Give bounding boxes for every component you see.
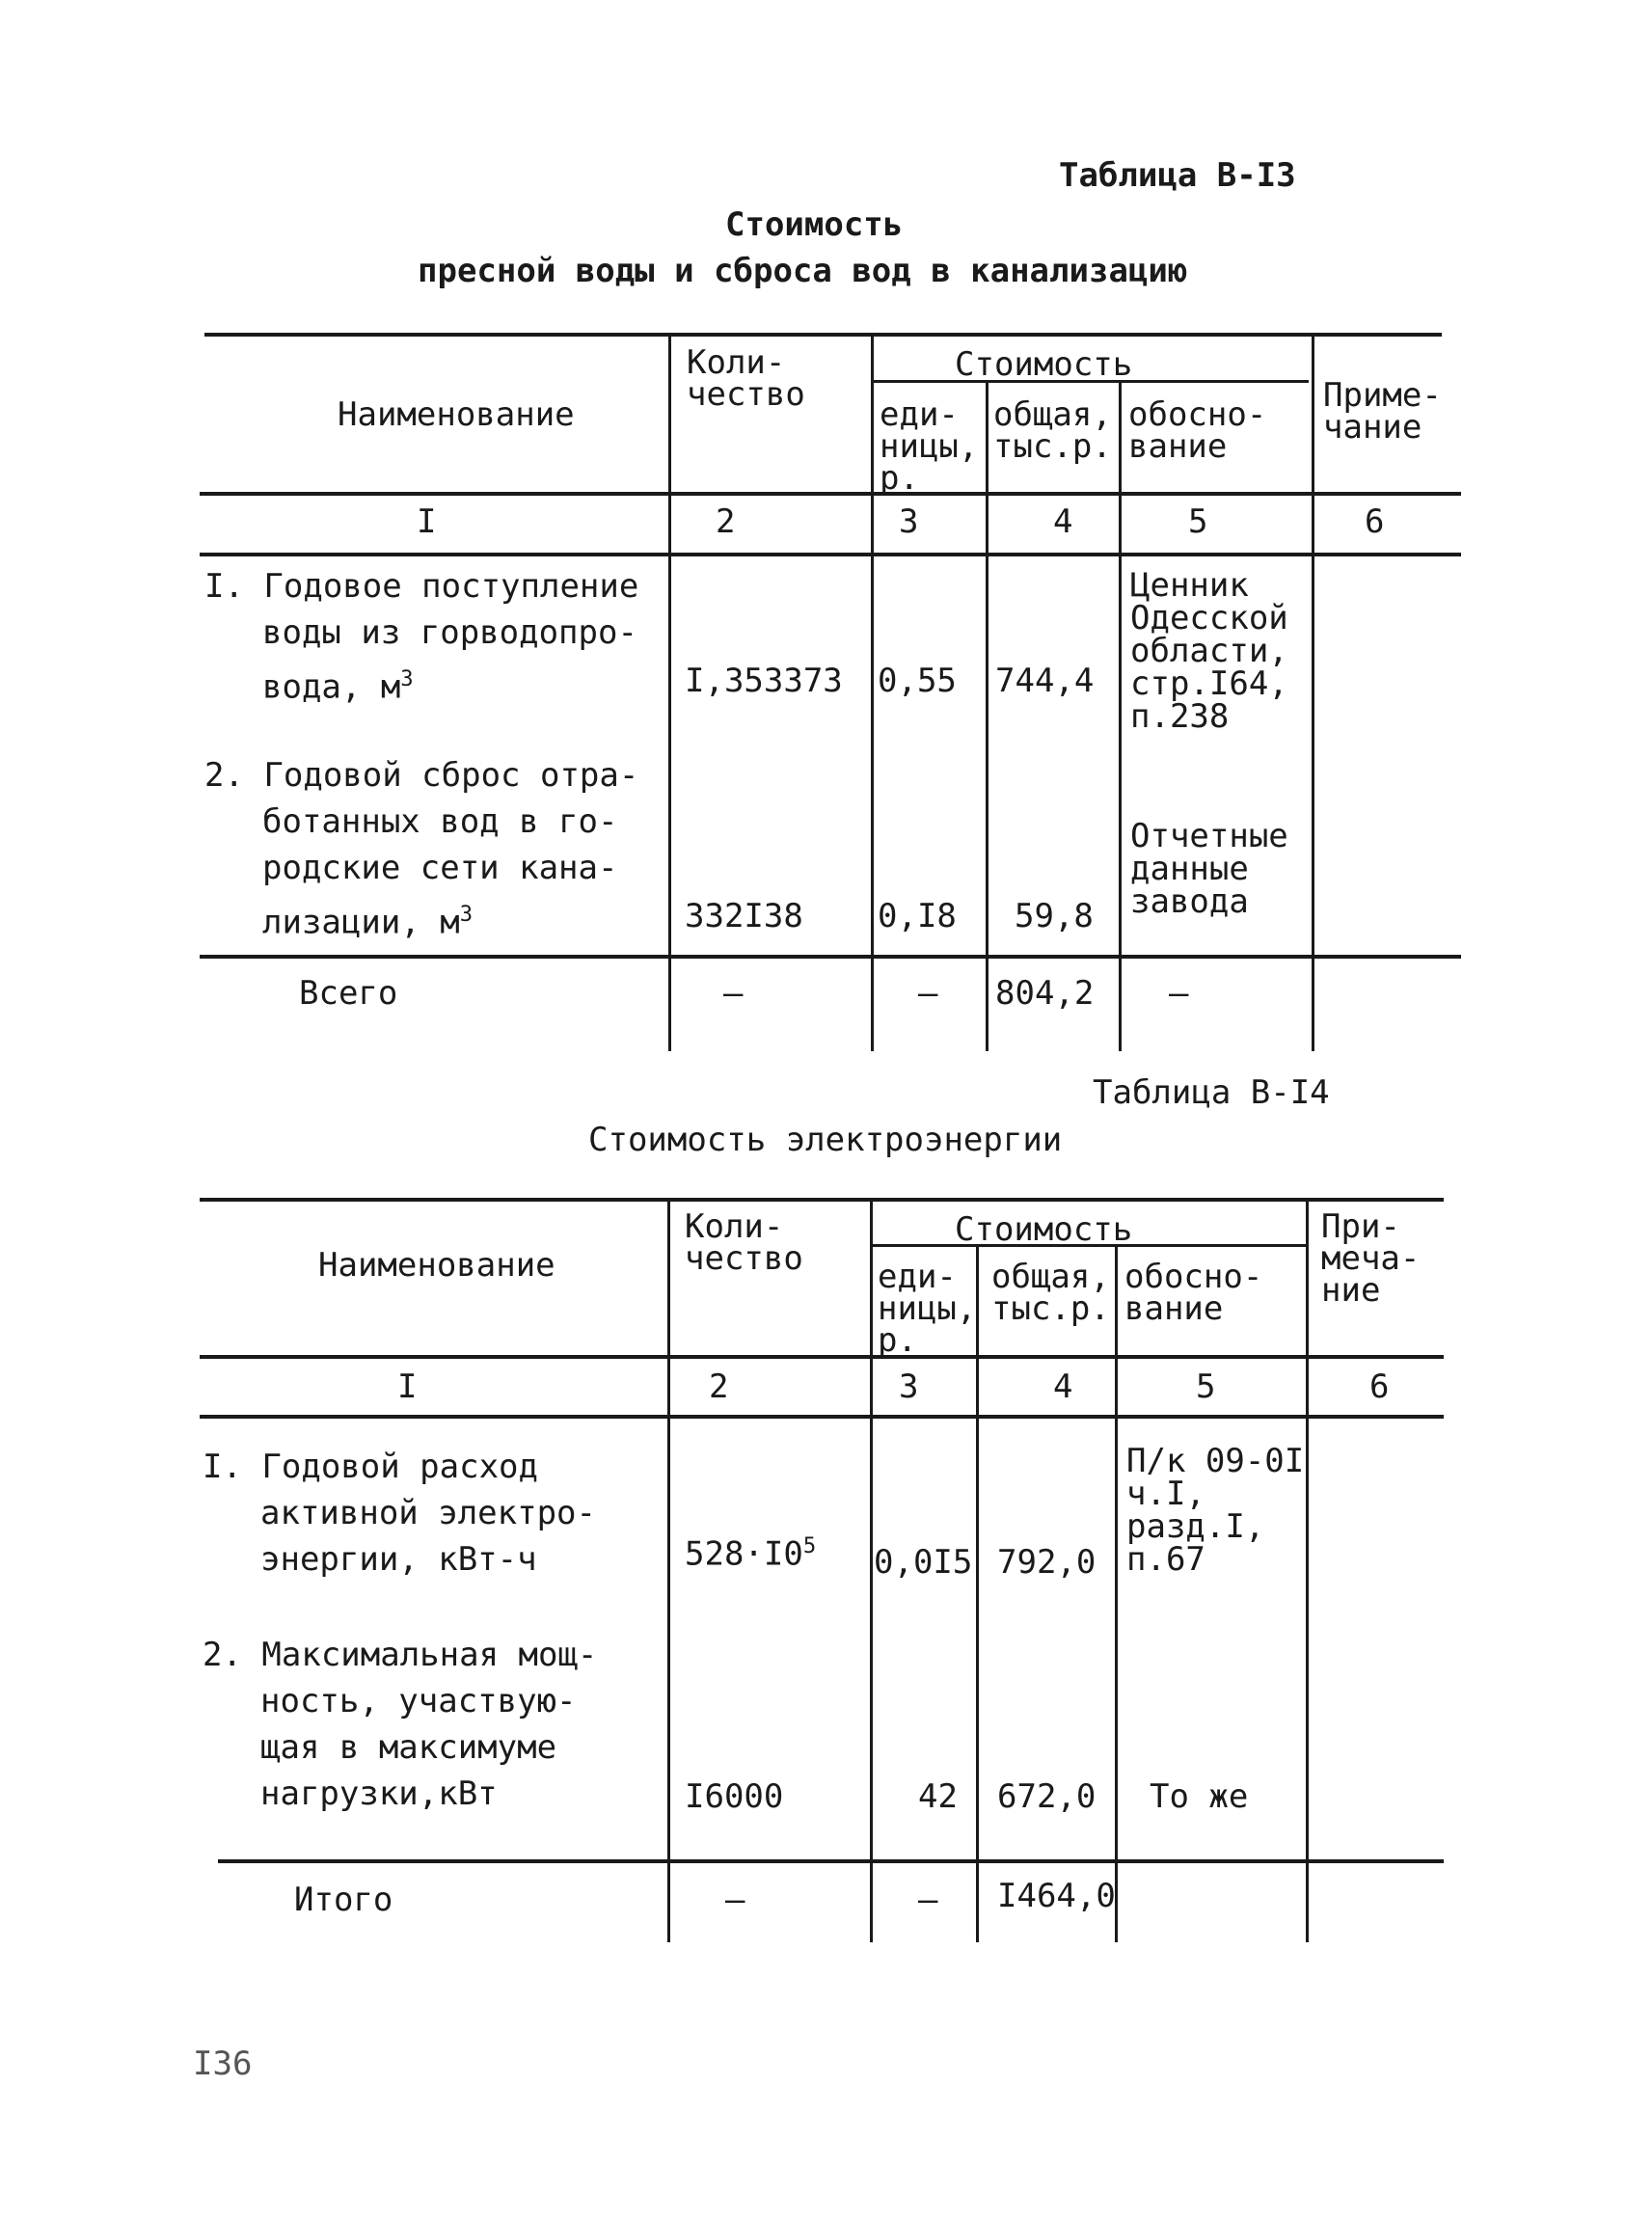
row-quantity: $528\cdot I0^5$	[685, 1533, 817, 1574]
column-divider	[986, 380, 988, 1051]
row-unit-cost: 0,55	[878, 662, 957, 700]
header-quantity: Коли- чество	[685, 1207, 803, 1278]
column-number: 6	[1369, 1368, 1390, 1406]
total-row-unit-cost: –	[918, 1881, 938, 1919]
header-total-cost: общая, тыс.р.	[993, 395, 1112, 466]
column-number: 5	[1188, 502, 1208, 541]
table-rule-colnums	[200, 553, 1461, 556]
row-unit-cost: 0,I8	[878, 897, 957, 935]
table-label: Таблица В-I3	[1059, 156, 1296, 195]
total-row-total-cost: I464,0	[997, 1877, 1116, 1915]
column-number: 4	[1053, 502, 1073, 541]
column-number: 4	[1053, 1368, 1073, 1406]
total-row-quantity: –	[725, 1881, 745, 1919]
row-total-cost: 792,0	[997, 1543, 1097, 1582]
row-basis: Ценник Одесской области, стр.I64, п.238	[1130, 566, 1288, 736]
column-divider	[1119, 380, 1122, 1051]
row-quantity: I,353373	[685, 662, 843, 700]
column-number: I	[417, 502, 437, 541]
column-number: 2	[709, 1368, 729, 1406]
table-title: Стоимость электроэнергии	[588, 1121, 1063, 1159]
column-divider	[668, 333, 671, 1051]
total-row-basis: –	[1169, 974, 1189, 1013]
column-number: 5	[1196, 1368, 1216, 1406]
header-unit-cost: еди- ницы, р.	[880, 395, 979, 498]
row-name: I. Годовой расход активной электро- энергии, кВт-ч	[203, 1448, 596, 1579]
column-divider	[870, 1198, 873, 1942]
table-rule-header	[200, 492, 1461, 496]
column-number: 3	[899, 502, 919, 541]
header-basis: обосно- вание	[1128, 395, 1267, 466]
header-unit-cost: еди- ницы, р.	[878, 1258, 977, 1360]
header-total-cost: общая, тыс.р.	[991, 1258, 1110, 1328]
total-row-unit-cost: –	[918, 974, 938, 1013]
header-basis: обосно- вание	[1124, 1258, 1263, 1328]
total-row-label: Итого	[294, 1881, 393, 1919]
row-total-cost: 59,8	[1015, 897, 1094, 935]
row-basis: То же	[1150, 1777, 1249, 1816]
table-label: Таблица В-I4	[1093, 1073, 1330, 1112]
table-rule-total	[200, 955, 1461, 959]
row-quantity: 332I38	[685, 897, 803, 935]
table-title-line1: Стоимость	[725, 205, 904, 244]
column-number: 2	[716, 502, 736, 541]
header-name: Наименование	[318, 1246, 555, 1285]
table-rule-header	[200, 1355, 1444, 1359]
header-cost: Стоимость	[955, 345, 1133, 384]
row-unit-cost: 0,0I5	[874, 1543, 973, 1582]
table-rule-colnums	[200, 1415, 1444, 1419]
table-rule-top	[200, 1198, 1444, 1202]
header-name: Наименование	[338, 395, 575, 434]
row-unit-cost: 42	[918, 1777, 958, 1816]
row-name: 2. Максимальная мощ- ность, участвую- щая в максимуме нагрузки,кВт	[203, 1636, 598, 1813]
table-rule-top	[204, 333, 1442, 337]
row-total-cost: 672,0	[997, 1777, 1097, 1816]
total-row-label: Всего	[299, 974, 398, 1013]
header-quantity: Коли- чество	[687, 343, 805, 414]
header-note: Приме- чание	[1323, 376, 1442, 447]
row-basis: П/к 09-0I ч.I, разд.I, п.67	[1126, 1442, 1305, 1579]
header-cost: Стоимость	[955, 1210, 1133, 1249]
table-rule-total	[218, 1859, 1444, 1863]
column-number: 3	[899, 1368, 919, 1406]
table-title-line2: пресной воды и сброса вод в канализацию	[418, 252, 1188, 290]
row-name: I. Годовое поступление воды из горводопро- вода, $м^3$	[204, 567, 639, 707]
column-divider	[1306, 1198, 1309, 1942]
column-divider	[1115, 1244, 1118, 1942]
total-row-quantity: –	[723, 974, 744, 1013]
column-number: 6	[1365, 502, 1385, 541]
column-divider	[871, 333, 874, 1051]
header-note: При- меча- ние	[1321, 1207, 1421, 1310]
row-quantity: I6000	[685, 1777, 784, 1816]
page-number: I36	[193, 2045, 253, 2083]
column-divider	[976, 1244, 979, 1942]
column-divider	[667, 1198, 670, 1942]
total-row-total-cost: 804,2	[995, 974, 1095, 1013]
column-divider	[1312, 333, 1314, 1051]
row-basis: Отчетные данные завода	[1130, 817, 1288, 921]
column-number: I	[397, 1368, 418, 1406]
row-name: 2. Годовой сброс отра- ботанных вод в го- родские сети кана- лизации, $м^3$	[204, 756, 639, 942]
row-total-cost: 744,4	[995, 662, 1095, 700]
